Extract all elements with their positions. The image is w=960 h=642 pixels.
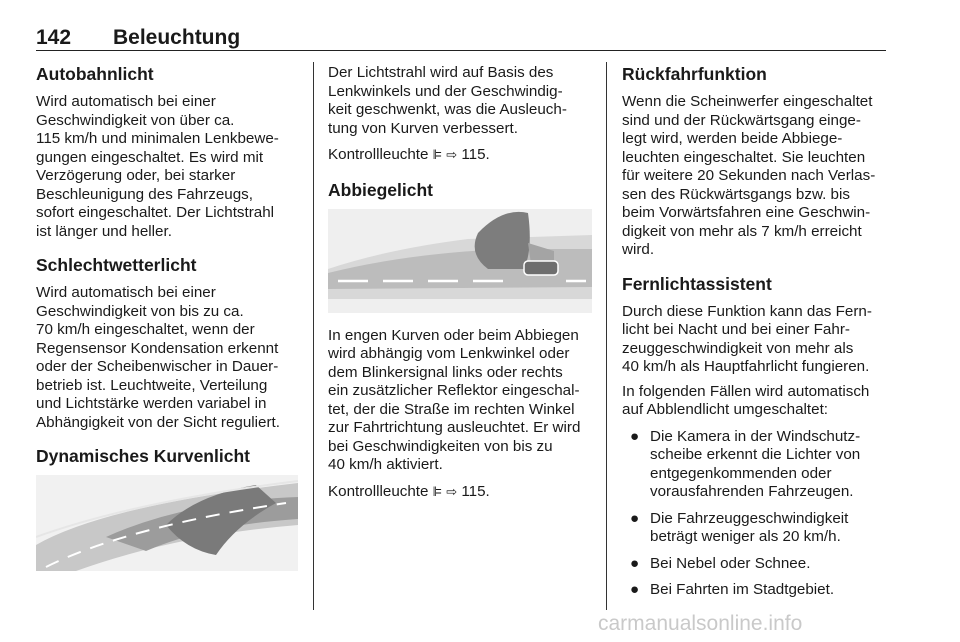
heading-dynamisches-kurvenlicht: Dynamisches Kurvenlicht [36,446,250,466]
control-light-reference-1: Kontrollleuchte ꕞ ⇨ 115. [328,146,490,163]
heading-abbiegelicht: Abbiegelicht [328,179,434,200]
page-arrow-icon: ⇨ [446,148,458,163]
page-arrow-icon: ⇨ [446,484,458,500]
cornering-light-illustration [328,209,592,313]
bullet-icon: ● [630,509,640,527]
paragraph-rueckfahrfunktion: Wenn die Scheinwerfer eingeschaltet sind und der Rückwärtsgang einge- legt wird, werden beide Abbiege- leuchten eingeschaltet. Sie leuchten für weitere 20 Sekunden nach Verlas- sen des Rückwärtsgangs bzw. bis beim Vorwärtsfahren eine Geschwin- digkeit von mehr als 7 km/h erreicht wird. [622,93,876,258]
heading-autobahnlicht: Autobahnlicht [36,64,154,84]
list-item: ● Die Kamera in der Windschutz- scheibe erkennt die Lichter von entgegenkommenden oder vorausfahrenden Fahrzeugen. [630,427,861,500]
section-fernlichtassistent [622,274,888,600]
paragraph-abbiegelicht: In engen Kurven oder beim Abbiegen wird abhängig vom Lenkwinkel oder dem Blinkersignal links oder rechts ein zusätzlicher Reflektor eingeschal- tet, der die Straße im rechten Winkel zur Fahrtrichtung ausleuchtet. Er wird bei Geschwindigkeiten von bis zu 40 km/h aktiviert. [328,326,581,473]
control-light-reference-2: Kontrollleuchte ꕞ ⇨ 115. [328,482,490,500]
section-schlechtwetterlicht [36,255,298,432]
heading-fernlichtassistent: Fernlichtassistent [622,273,772,294]
heading-rueckfahrfunktion: Rückfahrfunktion [622,64,767,84]
list-item: ● Bei Nebel oder Schnee. [630,554,811,572]
illustration-kurvenlicht [36,475,298,571]
page-header [36,26,886,51]
paragraph-autobahnlicht: Wird automatisch bei einer Geschwindigkeit von über ca. 115 km/h und minimalen Lenkbewe- gungen eingeschaltet. Es wird mit Verzögerung oder, bei starker Beschleunigung des Fahrzeugs, sofort eingeschaltet. Der Lichtstrahl ist länger und heller. [36,93,279,240]
bullet-icon: ● [630,427,640,445]
column-3 [622,64,888,614]
curve-light-illustration [36,475,298,571]
bullet-list [622,428,888,600]
column-divider-2 [606,62,607,610]
section-autobahnlicht [36,64,298,241]
column-1 [36,64,298,585]
chapter-title: Beleuchtung [113,26,241,49]
paragraph-fernlicht-2: In folgenden Fällen wird automatisch auf Abblendlicht umgeschaltet: [622,382,870,418]
column-divider-1 [313,62,314,610]
page-reference-link[interactable]: 115. [461,482,490,500]
bullet-icon: ● [630,581,640,598]
headlight-symbol-icon: ꕞ [432,148,442,163]
list-item: ● Die Fahrzeuggeschwindigkeit beträgt weniger als 20 km/h. [630,509,849,545]
paragraph-schlechtwetterlicht: Wird automatisch bei einer Geschwindigkeit von bis zu ca. 70 km/h eingeschaltet, wenn der Regensensor Kondensation erkennt oder der Scheibenwischer in Dauer- betrieb ist. Leuchtweite, Verteilung und Lichtstärke werden variabel in Abhängigkeit von der Sicht reguliert. [36,284,280,431]
paragraph-fernlicht-1: Durch diese Funktion kann das Fern- licht bei Nacht und bei einer Fahr- zeuggeschwindigkeit von mehr als 40 km/h als Hauptfahrlicht fungieren. [622,302,872,375]
list-item: ● Bei Fahrten im Stadtgebiet. [630,581,835,598]
heading-schlechtwetterlicht: Schlechtwetterlicht [36,255,197,275]
headlight-symbol-icon: ꕞ [432,484,442,500]
page-reference-link[interactable]: 115. [461,146,490,163]
watermark: carmanualsonline.info [598,612,803,635]
paragraph-kurvenlicht-text: Der Lichtstrahl wird auf Basis des Lenkwinkels und der Geschwindig- keit geschwenkt, was die Ausleuch- tung von Kurven verbessert. [328,64,567,137]
page-number: 142 [36,26,72,49]
bullet-icon: ● [630,554,640,572]
section-rueckfahrfunktion [622,64,888,260]
column-2 [328,64,592,508]
illustration-abbiegelicht [328,209,592,313]
